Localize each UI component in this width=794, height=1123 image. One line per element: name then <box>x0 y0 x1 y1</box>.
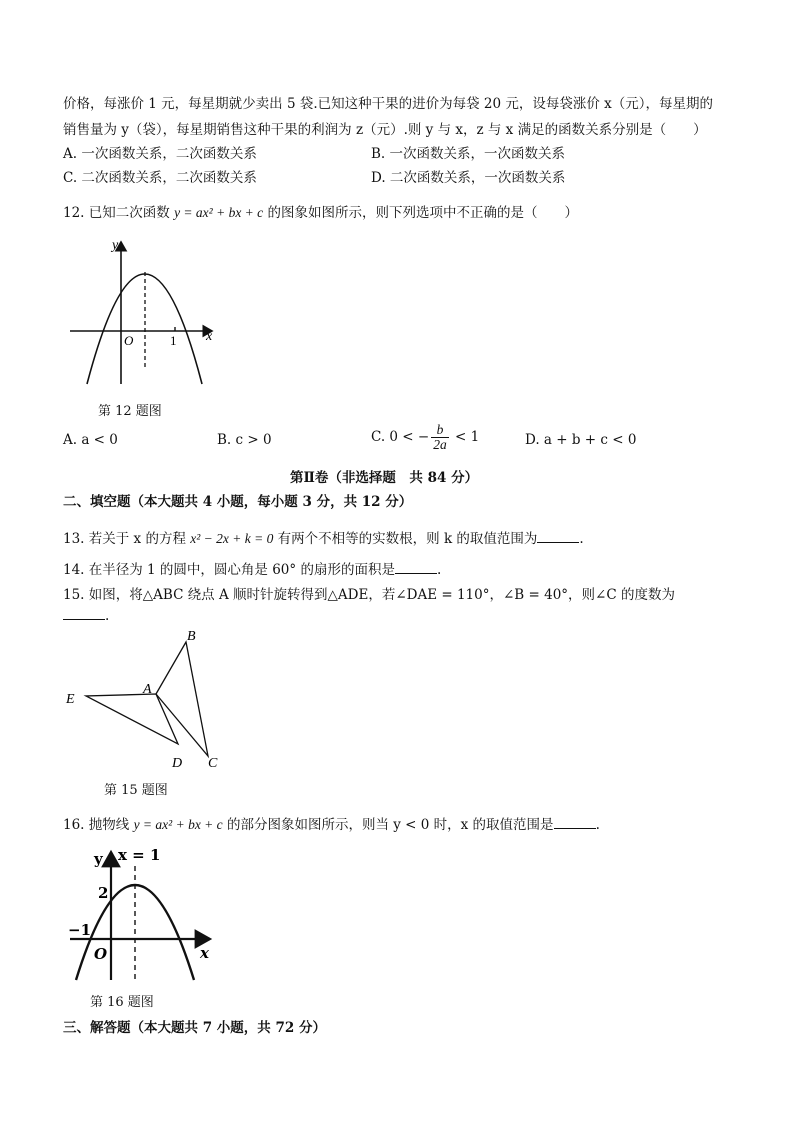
q16-label-2: 2 <box>98 884 109 902</box>
q12-stem-pre: 12. 已知二次函数 <box>63 205 175 221</box>
q16-formula: y = ax² + bx + c <box>133 817 223 832</box>
q13-stem-pre: 13. 若关于 x 的方程 <box>63 531 191 547</box>
q12-option-c-fraction <box>431 423 449 452</box>
q12-option-d: D. a + b + c < 0 <box>525 432 637 448</box>
q16-label-minus-1: −1 <box>68 921 92 939</box>
q15-blank-line: . <box>63 607 109 624</box>
q15-label-a: A <box>143 682 152 697</box>
q15-label-b: B <box>187 629 196 644</box>
q13-stem-post: 有两个不相等的实数根，则 k 的取值范围为 <box>273 531 538 547</box>
q15-caption: 第 15 题图 <box>104 783 168 798</box>
q16-label-x: x <box>200 944 209 962</box>
q15-triangle-abc <box>156 642 208 756</box>
q12-figure <box>60 232 230 392</box>
q15-answer-blank[interactable] <box>63 607 105 620</box>
q14-answer-blank[interactable] <box>395 561 437 574</box>
q15-figure <box>60 624 240 774</box>
q16-stem: 16. 抛物线 y = ax² + bx + c 的部分图象如图所示，则当 y < 0 时，x 的取值范围是 . <box>63 817 600 833</box>
section2-title: 二、填空题（本大题共 4 小题，每小题 3 分，共 12 分） <box>63 494 413 510</box>
q13-stem: 13. 若关于 x 的方程 x² − 2x + k = 0 有两个不相等的实数根，则 k 的取值范围为 . <box>63 531 584 547</box>
q12-option-a: A. a < 0 <box>63 432 118 448</box>
q15-triangle-ade <box>86 694 178 744</box>
q12-caption: 第 12 题图 <box>98 404 162 419</box>
q14-stem: 14. 在半径为 1 的圆中，圆心角是 60° 的扇形的面积是 . <box>63 562 442 578</box>
q12-label-1: 1 <box>170 333 177 348</box>
q12-option-b: B. c > 0 <box>217 432 272 448</box>
q16-label-axis: x = 1 <box>118 846 161 864</box>
q16-figure <box>64 842 224 987</box>
q11-option-b: B. 一次函数关系，一次函数关系 <box>371 146 566 162</box>
q15-label-c: C <box>208 756 218 771</box>
q12-label-x: x <box>206 329 213 344</box>
q11-stem-line2: 销售量为 y（袋），每星期销售这种干果的利润为 z（元）.则 y 与 x，z 与 x 满足的函数关系分别是（ ） <box>63 122 707 138</box>
q13-answer-blank[interactable] <box>537 530 579 543</box>
q12-option-c <box>371 423 479 452</box>
q12-stem-post: 的图象如图所示，则下列选项中不正确的是（ ） <box>263 205 578 221</box>
q16-label-y: y <box>94 850 103 868</box>
q11-stem-line1: 价格，每涨价 1 元，每星期就少卖出 5 袋.已知这种干果的进价为每袋 20 元，设每袋涨价 x（元），每星期的 <box>63 96 714 112</box>
q12-option-c-pre: C. 0 < − <box>371 429 430 446</box>
q12-stem <box>63 201 578 221</box>
q11-option-a: A. 一次函数关系，二次函数关系 <box>63 146 257 162</box>
q16-stem-pre: 16. 抛物线 <box>63 817 134 833</box>
q15-label-d: D <box>172 756 183 771</box>
q15-stem: 15. 如图，将△ABC 绕点 A 顺时针旋转得到△ADE，若∠DAE = 110°，∠B = 40°，则∠C 的度数为 <box>63 587 675 603</box>
q11-option-c: C. 二次函数关系，二次函数关系 <box>63 170 257 186</box>
section3-title: 三、解答题（本大题共 7 小题，共 72 分） <box>63 1020 326 1036</box>
q12-formula: y = ax² + bx + c <box>174 205 264 220</box>
q15-label-e: E <box>66 692 75 707</box>
q12-label-o: O <box>124 333 134 348</box>
q16-stem-post: 的部分图象如图所示，则当 y < 0 时，x 的取值范围是 <box>222 817 554 833</box>
volume-title: 第Ⅱ卷（非选择题 共 84 分） <box>290 470 479 486</box>
q14-text: 14. 在半径为 1 的圆中，圆心角是 60° 的扇形的面积是 <box>63 562 395 578</box>
q12-option-c-numerator: b <box>431 423 449 438</box>
q12-label-y: y <box>112 238 119 253</box>
q12-option-c-post: < 1 <box>450 429 480 446</box>
q13-formula: x² − 2x + k = 0 <box>190 531 274 546</box>
q16-answer-blank[interactable] <box>554 816 596 829</box>
q16-label-o: O <box>94 945 108 963</box>
q11-option-d: D. 二次函数关系，一次函数关系 <box>371 170 566 186</box>
q16-caption: 第 16 题图 <box>90 995 154 1010</box>
q12-option-c-denominator: 2a <box>433 437 447 453</box>
